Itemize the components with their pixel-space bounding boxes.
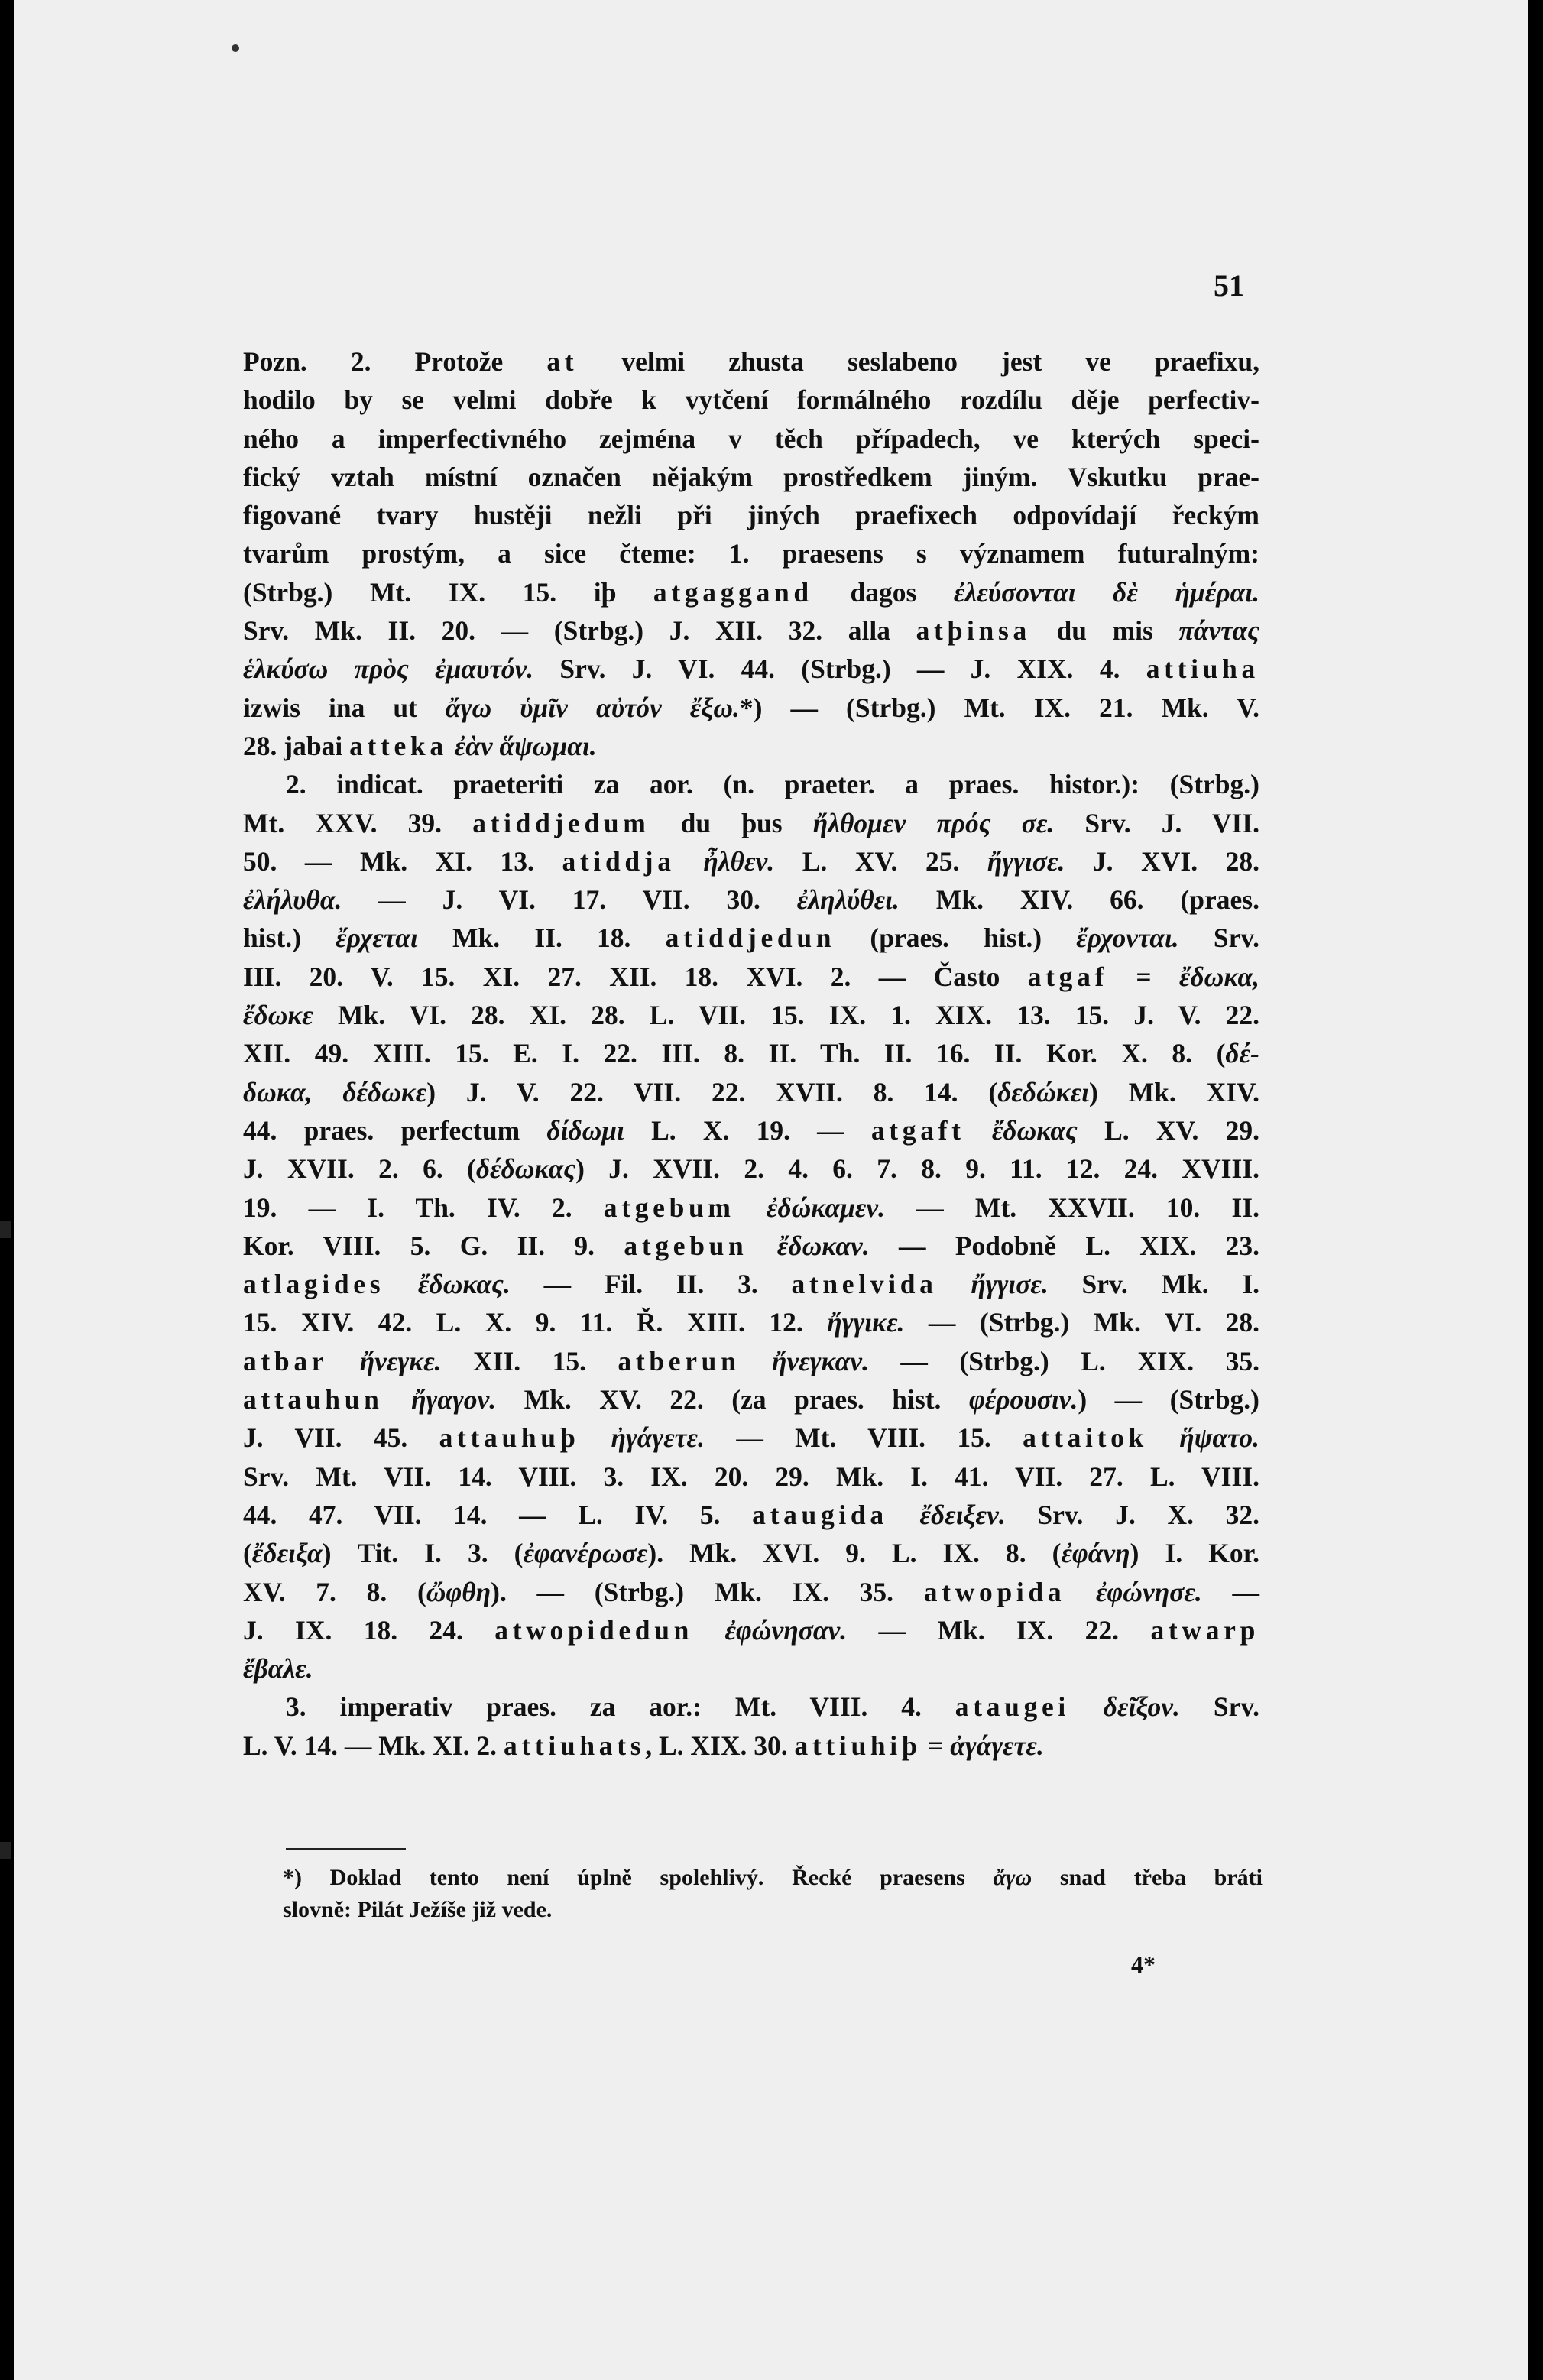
- greek-text: ἐδώκαμεν.: [766, 1192, 886, 1223]
- binding-mark: [0, 1221, 11, 1238]
- text-run: ). Mk. XVI. 9. L. IX. 8. (: [647, 1538, 1062, 1569]
- text-line: [243, 1188, 1259, 1227]
- text-run: [384, 1269, 418, 1299]
- greek-text: ἠγάγετε.: [611, 1422, 705, 1454]
- text-run: 50. — Mk. XI. 13.: [243, 845, 562, 877]
- text-run: —: [1201, 1576, 1260, 1607]
- main-text: [243, 342, 1259, 1765]
- text-run: III. 20. V. 15. XI. 27. XII. 18. XVI. 2. — Často: [243, 961, 1028, 992]
- gothic-word: attiuha: [1146, 653, 1259, 685]
- text-line: [243, 727, 1259, 765]
- text-run: L. V. 14. — Mk. XI. 2.: [243, 1730, 504, 1761]
- greek-text: δωκα, δέδωκε: [243, 1076, 427, 1107]
- text-line: [243, 1342, 1259, 1380]
- text-run: , L. XIX. 30.: [645, 1730, 795, 1761]
- text-run: [384, 1384, 412, 1415]
- text-run: XII. 49. XIII. 15. E. I. 22. III. 8. II. Th. II. 16. II. Kor. X. 8. (: [243, 1038, 1226, 1069]
- text-run: Kor. VIII. 5. G. II. 9.: [243, 1230, 624, 1261]
- text-run: ) Mk. XIV.: [1089, 1076, 1259, 1107]
- greek-text: ἔδωκας.: [417, 1269, 511, 1300]
- text-run: Mk. VI. 28. XI. 28. L. VII. 15. IX. 1. XIX. 13. 15. J. V. 22.: [313, 1000, 1259, 1031]
- text-run: dagos: [812, 576, 954, 608]
- text-run: — Mt. VIII. 15.: [704, 1422, 1023, 1454]
- text-run: Mk. XIV. 66. (praes.: [899, 884, 1259, 916]
- text-line: [243, 381, 1259, 419]
- text-run: L. XV. 29.: [1077, 1114, 1259, 1146]
- text-run: Srv. Mk. II. 20. — (Strbg.) J. XII. 32. alla: [243, 615, 916, 647]
- greek-text: φέρουσιν.: [968, 1384, 1078, 1415]
- text-run: Srv. Mk. I.: [1048, 1269, 1260, 1300]
- text-run: — Mk. IX. 22.: [847, 1614, 1151, 1646]
- text-run: [888, 1500, 920, 1530]
- greek-text: ἐφώνησαν.: [724, 1614, 848, 1646]
- text-run: *) Doklad tento není úplně spolehlivý. Řecké praesens: [283, 1865, 994, 1890]
- gothic-word: atþinsa: [916, 615, 1031, 647]
- text-line: [243, 1419, 1259, 1457]
- greek-text: ἔδωκε: [243, 1000, 313, 1031]
- text-line: [243, 1496, 1259, 1534]
- speck-mark: [232, 44, 239, 52]
- text-run: Srv. Mt. VII. 14. VIII. 3. IX. 20. 29. Mk. I. 41. VII. 27. L. VIII.: [243, 1461, 1259, 1492]
- greek-text: ἄγω ὑμῖν αὐτόν ἔξω.: [446, 692, 740, 723]
- greek-text: ἐφάνη: [1061, 1538, 1130, 1569]
- text-run: 19. — I. Th. IV. 2.: [243, 1192, 604, 1223]
- gothic-word: atiddjedun: [665, 922, 836, 954]
- greek-text: ἦλθεν.: [703, 845, 775, 877]
- footnote: [283, 1862, 1263, 1926]
- text-line: [243, 1573, 1259, 1611]
- greek-text: ἔδωκας: [991, 1114, 1078, 1146]
- greek-text: ἥψατο.: [1179, 1422, 1260, 1454]
- greek-text: ἑλκύσω πρὸς ἐμαυτόν.: [243, 653, 534, 685]
- text-run: hodilo by se velmi dobře k vytčení formálného rozdílu děje perfectiv-: [243, 384, 1259, 416]
- greek-text: ἔβαλε.: [243, 1653, 313, 1684]
- text-run: Mt. XXV. 39.: [243, 807, 473, 838]
- text-line: [243, 1149, 1259, 1188]
- text-run: tvarům prostým, a sice čteme: 1. praesens s významem futuralným:: [243, 538, 1259, 569]
- text-line: [243, 958, 1259, 996]
- text-run: J. IX. 18. 24.: [243, 1614, 495, 1646]
- text-run: figované tvary hustěji nežli při jiných praefixech odpovídají řeckým: [243, 500, 1259, 531]
- text-line: [243, 1534, 1259, 1572]
- text-run: ného a imperfectivného zejména v těch případech, ve kterých speci-: [243, 423, 1259, 454]
- greek-text: ἤλθομεν πρός σε.: [812, 807, 1055, 838]
- text-run: J. VII. 45.: [243, 1422, 439, 1454]
- text-run: [448, 731, 455, 761]
- text-line: [243, 458, 1259, 496]
- book-page: [14, 0, 1528, 2380]
- text-line: [243, 1034, 1259, 1072]
- text-run: (praes. hist.): [835, 922, 1077, 954]
- text-run: Srv.: [1178, 922, 1259, 954]
- text-run: Mk. XV. 22. (za praes. hist.: [496, 1384, 969, 1415]
- text-run: ) I. Kor.: [1130, 1538, 1259, 1569]
- gothic-word: attaitok: [1023, 1422, 1148, 1454]
- gothic-word: attauhun: [243, 1384, 384, 1415]
- text-run: [735, 1192, 767, 1223]
- greek-text: ἐληλύθει.: [796, 884, 900, 916]
- text-run: =: [1108, 961, 1179, 992]
- gothic-word: atlagides: [243, 1269, 385, 1300]
- text-line: [283, 1862, 1263, 1894]
- text-line: [243, 689, 1259, 727]
- text-run: 44. 47. VII. 14. — L. IV. 5.: [243, 1499, 753, 1530]
- text-run: *) — (Strbg.) Mt. IX. 21. Mk. V.: [739, 692, 1260, 723]
- text-run: ). — (Strbg.) Mk. IX. 35.: [491, 1576, 924, 1607]
- text-run: 15. XIV. 42. L. X. 9. 11. Ř. XIII. 12.: [243, 1307, 828, 1338]
- text-line: [243, 919, 1259, 957]
- greek-text: ἤγγισε.: [987, 845, 1065, 877]
- greek-text: δέ-: [1225, 1038, 1259, 1069]
- text-run: (Strbg.) Mt. IX. 15. iþ: [243, 576, 653, 608]
- gothic-word: atiddjedum: [472, 807, 650, 838]
- greek-text: ἔδειξα: [251, 1538, 323, 1569]
- text-run: velmi zhusta seslabeno jest ve praefixu,: [578, 346, 1259, 377]
- greek-text: ἐλεύσονται δὲ ἡμέραι.: [953, 576, 1259, 608]
- text-run: [693, 1615, 724, 1646]
- text-line: [243, 880, 1259, 919]
- text-line: [243, 1073, 1259, 1111]
- greek-text: δέδωκας: [475, 1153, 576, 1185]
- text-run: [1070, 1691, 1104, 1722]
- text-line: [283, 1894, 1263, 1926]
- greek-text: ἤγγισε.: [971, 1269, 1049, 1300]
- text-line: [243, 342, 1259, 381]
- greek-text: ἤγγικε.: [827, 1307, 905, 1338]
- text-line: [243, 420, 1259, 458]
- text-run: — (Strbg.) L. XIX. 35.: [868, 1345, 1259, 1376]
- text-run: Srv. J. VI. 44. (Strbg.) — J. XIX. 4.: [533, 653, 1146, 685]
- text-run: [579, 1422, 611, 1453]
- text-run: [676, 846, 704, 877]
- text-line: [243, 1111, 1259, 1149]
- gothic-word: atwopida: [923, 1576, 1066, 1607]
- gothic-word: atgebun: [624, 1230, 748, 1261]
- text-run: snad třeba bráti: [1032, 1865, 1263, 1890]
- text-run: — Fil. II. 3.: [510, 1269, 792, 1300]
- text-line: [243, 996, 1259, 1034]
- greek-text: ἄγω: [993, 1865, 1032, 1890]
- text-run: 28. jabai: [243, 730, 350, 761]
- text-run: [965, 1115, 992, 1146]
- greek-text: ἐφανέρωσε: [523, 1538, 648, 1569]
- text-run: Srv. J. VII.: [1054, 807, 1259, 838]
- text-run: L. X. 19. —: [624, 1114, 871, 1146]
- text-run: XII. 15.: [441, 1345, 618, 1376]
- greek-text: ἤνεγκε.: [359, 1345, 442, 1376]
- gothic-word: atwopidedun: [494, 1614, 694, 1646]
- text-line: [243, 1688, 1259, 1726]
- gothic-word: atgaggand: [653, 576, 813, 608]
- text-run: ) — (Strbg.): [1078, 1384, 1260, 1415]
- text-run: [328, 1346, 359, 1376]
- gothic-word: atteka: [349, 730, 448, 761]
- sheet-signature: 4*: [1131, 1950, 1156, 1978]
- binding-mark: [0, 1842, 11, 1859]
- text-run: [1065, 1577, 1096, 1607]
- text-run: izwis ina ut: [243, 692, 446, 723]
- greek-text: δίδωμι: [546, 1114, 624, 1146]
- text-run: J. XVI. 28.: [1065, 845, 1260, 877]
- text-run: Pozn. 2. Protože: [243, 346, 547, 377]
- text-line: [243, 1303, 1259, 1341]
- text-run: [1148, 1422, 1179, 1453]
- gothic-word: at: [546, 346, 579, 377]
- gothic-word: attiuhiþ: [794, 1730, 922, 1761]
- text-run: du mis: [1030, 615, 1179, 647]
- gothic-word: ataugida: [752, 1499, 888, 1530]
- text-run: XV. 7. 8. (: [243, 1576, 426, 1607]
- greek-text: ὤφθη: [426, 1576, 491, 1607]
- text-run: [747, 1231, 776, 1261]
- text-run: ) J. V. 22. VII. 22. XVII. 8. 14. (: [426, 1076, 998, 1107]
- text-run: J. XVII. 2. 6. (: [243, 1153, 476, 1185]
- text-line: [243, 1380, 1259, 1419]
- text-line: [243, 1265, 1259, 1303]
- text-run: ) Tit. I. 3. (: [322, 1538, 524, 1569]
- text-run: — Mt. XXVII. 10. II.: [885, 1192, 1259, 1223]
- greek-text: ἔδωκα,: [1178, 961, 1259, 992]
- text-line: [243, 804, 1259, 842]
- text-run: — J. VI. 17. VII. 30.: [342, 884, 797, 916]
- text-line: [243, 1727, 1259, 1765]
- greek-text: ἤνεγκαν.: [771, 1345, 869, 1376]
- text-run: slovně: Pilát Ježíše již vede.: [283, 1897, 553, 1922]
- footnote-separator: [286, 1848, 406, 1850]
- gothic-word: attiuhats: [503, 1730, 646, 1761]
- text-run: hist.): [243, 922, 336, 954]
- gothic-word: atgebum: [603, 1192, 735, 1223]
- gothic-word: atgaf: [1027, 961, 1108, 992]
- gothic-word: attauhuþ: [439, 1422, 580, 1454]
- greek-text: πάντας: [1178, 615, 1259, 647]
- text-run: [938, 1269, 971, 1299]
- text-run: [741, 1346, 772, 1376]
- greek-text: ἔδωκαν.: [776, 1230, 870, 1261]
- greek-text: ἐφώνησε.: [1095, 1576, 1202, 1607]
- text-line: [243, 496, 1259, 534]
- text-run: du þus: [650, 807, 813, 838]
- greek-text: ἔρχονται.: [1076, 922, 1179, 954]
- text-run: fický vztah místní označen nějakým prostředkem jiným. Vskutku prae-: [243, 461, 1259, 492]
- text-line: [243, 611, 1259, 650]
- text-run: 3. imperativ praes. za aor.: Mt. VIII. 4.: [286, 1691, 955, 1723]
- text-line: [243, 1649, 1259, 1688]
- text-run: =: [921, 1730, 951, 1761]
- text-run: 2. indicat. praeteriti za aor. (n. praeter. a praes. histor.): (Strbg.): [286, 769, 1259, 800]
- gothic-word: atwarp: [1150, 1614, 1260, 1646]
- gothic-word: atnelvida: [791, 1269, 938, 1300]
- text-line: [243, 573, 1259, 611]
- text-run: L. XV. 25.: [774, 845, 987, 877]
- gothic-word: atgaft: [870, 1114, 965, 1146]
- text-line: [243, 1611, 1259, 1649]
- greek-text: ἤγαγον.: [411, 1384, 497, 1415]
- text-line: [243, 650, 1259, 688]
- text-run: Mk. II. 18.: [417, 922, 666, 954]
- text-run: ) J. XVII. 2. 4. 6. 7. 8. 9. 11. 12. 24. XVIII.: [575, 1153, 1259, 1185]
- page-number: 51: [1214, 268, 1244, 303]
- gothic-word: atiddja: [562, 845, 676, 877]
- greek-text: δεῖξον.: [1103, 1691, 1180, 1723]
- text-run: (: [243, 1538, 252, 1569]
- gothic-word: atberun: [618, 1345, 741, 1376]
- text-run: — (Strbg.) Mk. VI. 28.: [904, 1307, 1259, 1338]
- text-line: [243, 1458, 1259, 1496]
- text-line: [243, 765, 1259, 803]
- greek-text: ἔρχεται: [336, 922, 418, 954]
- greek-text: ἀγάγετε.: [950, 1730, 1044, 1761]
- gothic-word: atbar: [243, 1345, 329, 1376]
- greek-text: ἐὰν ἅψωμαι.: [454, 730, 597, 761]
- text-run: — Podobně L. XIX. 23.: [869, 1230, 1259, 1261]
- text-run: Srv.: [1179, 1691, 1260, 1723]
- gothic-word: ataugei: [955, 1691, 1070, 1723]
- text-line: [243, 842, 1259, 880]
- text-line: [243, 1227, 1259, 1265]
- greek-text: ἐλήλυθα.: [243, 884, 342, 916]
- text-line: [243, 534, 1259, 572]
- greek-text: δεδώκει: [997, 1076, 1090, 1107]
- text-run: Srv. J. X. 32.: [1005, 1499, 1259, 1530]
- greek-text: ἔδειξεν.: [919, 1499, 1006, 1530]
- text-run: 44. praes. perfectum: [243, 1114, 547, 1146]
